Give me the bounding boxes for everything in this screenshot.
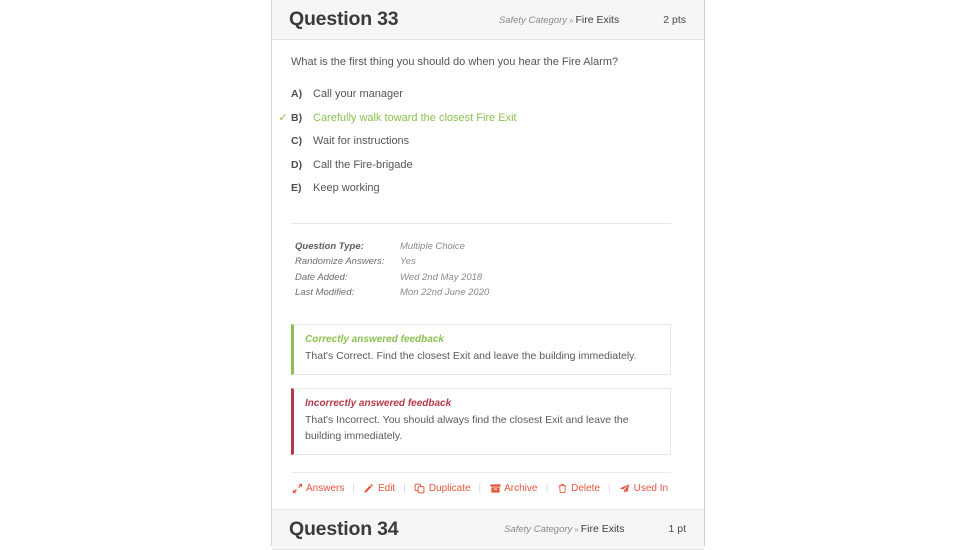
duplicate-label: Duplicate (428, 482, 471, 494)
incorrect-feedback-title: Incorrectly answered feedback (305, 398, 452, 410)
option-text: Carefully walk toward the closest Fire Exit (313, 111, 517, 124)
meta-label: Date Added: (295, 271, 348, 283)
question-card-34 (272, 510, 704, 550)
copy-icon (414, 482, 426, 494)
category-label: Safety Category (498, 14, 568, 26)
incorrect-feedback-text: That's Incorrect. You should always find the closest Exit and leave the building immediately. (305, 414, 629, 442)
correct-check-icon: ✓ (278, 111, 288, 124)
category-name: Fire Exits (575, 13, 620, 26)
table-row (295, 241, 489, 256)
category-name: Fire Exits (580, 523, 625, 536)
delete-label: Delete (571, 482, 600, 494)
question-category (398, 14, 663, 26)
toolbar-separator: | (352, 482, 355, 494)
question-body (272, 40, 704, 504)
paper-plane-icon (619, 482, 631, 494)
meta-label: Last Modified: (295, 286, 355, 298)
edit-label: Edit (377, 482, 396, 494)
page-title: Question 33 (289, 8, 399, 30)
expand-arrows-icon (291, 482, 303, 494)
option-letter: C) (291, 135, 303, 148)
question-card-33 (272, 0, 704, 504)
answer-option-d[interactable] (272, 159, 704, 183)
breadcrumb-separator-icon: » (574, 525, 579, 535)
incorrect-feedback-box (291, 388, 671, 454)
option-text: Keep working (313, 182, 380, 195)
question-metadata-table (295, 241, 489, 302)
answer-option-a[interactable] (272, 88, 704, 112)
used-in-label: Used In (633, 482, 669, 494)
question-prompt: What is the first thing you should do when you hear the Fire Alarm? (291, 56, 619, 68)
correct-feedback-text: That's Correct. Find the closest Exit and leave the building immediately. (305, 350, 637, 363)
pencil-icon (363, 482, 375, 494)
correct-feedback-title: Correctly answered feedback (305, 334, 444, 346)
category-label: Safety Category (504, 524, 573, 536)
question-points: 2 pts (663, 13, 686, 26)
answer-option-b[interactable] (272, 112, 704, 136)
question-list-page (271, 0, 705, 546)
used-in-button[interactable] (619, 482, 668, 494)
archive-box-icon (489, 482, 501, 494)
option-text: Wait for instructions (313, 135, 410, 148)
table-row (295, 272, 489, 287)
question-action-toolbar (272, 473, 704, 504)
question-header (272, 0, 704, 40)
meta-value: Yes (400, 256, 416, 268)
archive-button[interactable] (489, 482, 537, 494)
table-row (295, 287, 489, 302)
answer-option-e[interactable] (272, 182, 704, 206)
delete-button[interactable] (556, 482, 600, 494)
edit-button[interactable] (363, 482, 395, 494)
meta-label: Randomize Answers: (295, 256, 385, 268)
answers-label: Answers (306, 482, 345, 494)
toolbar-separator: | (403, 482, 406, 494)
meta-value: Multiple Choice (400, 240, 465, 252)
page-title: Question 34 (289, 517, 399, 540)
answer-option-c[interactable] (272, 135, 704, 159)
toolbar-separator: | (608, 482, 611, 494)
answers-button[interactable] (291, 482, 344, 494)
option-letter: A) (291, 88, 303, 101)
trash-icon (556, 482, 568, 494)
question-header (272, 510, 704, 550)
meta-label: Question Type: (295, 240, 364, 252)
meta-value: Mon 22nd June 2020 (400, 286, 490, 298)
option-letter: E) (291, 182, 302, 195)
section-divider (291, 223, 671, 224)
option-text: Call the Fire-brigade (313, 158, 413, 171)
duplicate-button[interactable] (414, 482, 471, 494)
option-letter: B) (291, 111, 303, 124)
table-row (295, 256, 489, 271)
question-category (398, 523, 668, 535)
toolbar-separator: | (478, 482, 482, 494)
option-text: Call your manager (313, 88, 403, 101)
option-letter: D) (291, 158, 303, 171)
breadcrumb-separator-icon: » (569, 15, 574, 25)
answer-options-list (272, 88, 704, 206)
archive-label: Archive (504, 482, 538, 494)
meta-value: Wed 2nd May 2018 (400, 271, 483, 283)
toolbar-separator: | (545, 482, 549, 494)
correct-feedback-box (291, 324, 671, 375)
question-points: 1 pt (668, 523, 686, 536)
